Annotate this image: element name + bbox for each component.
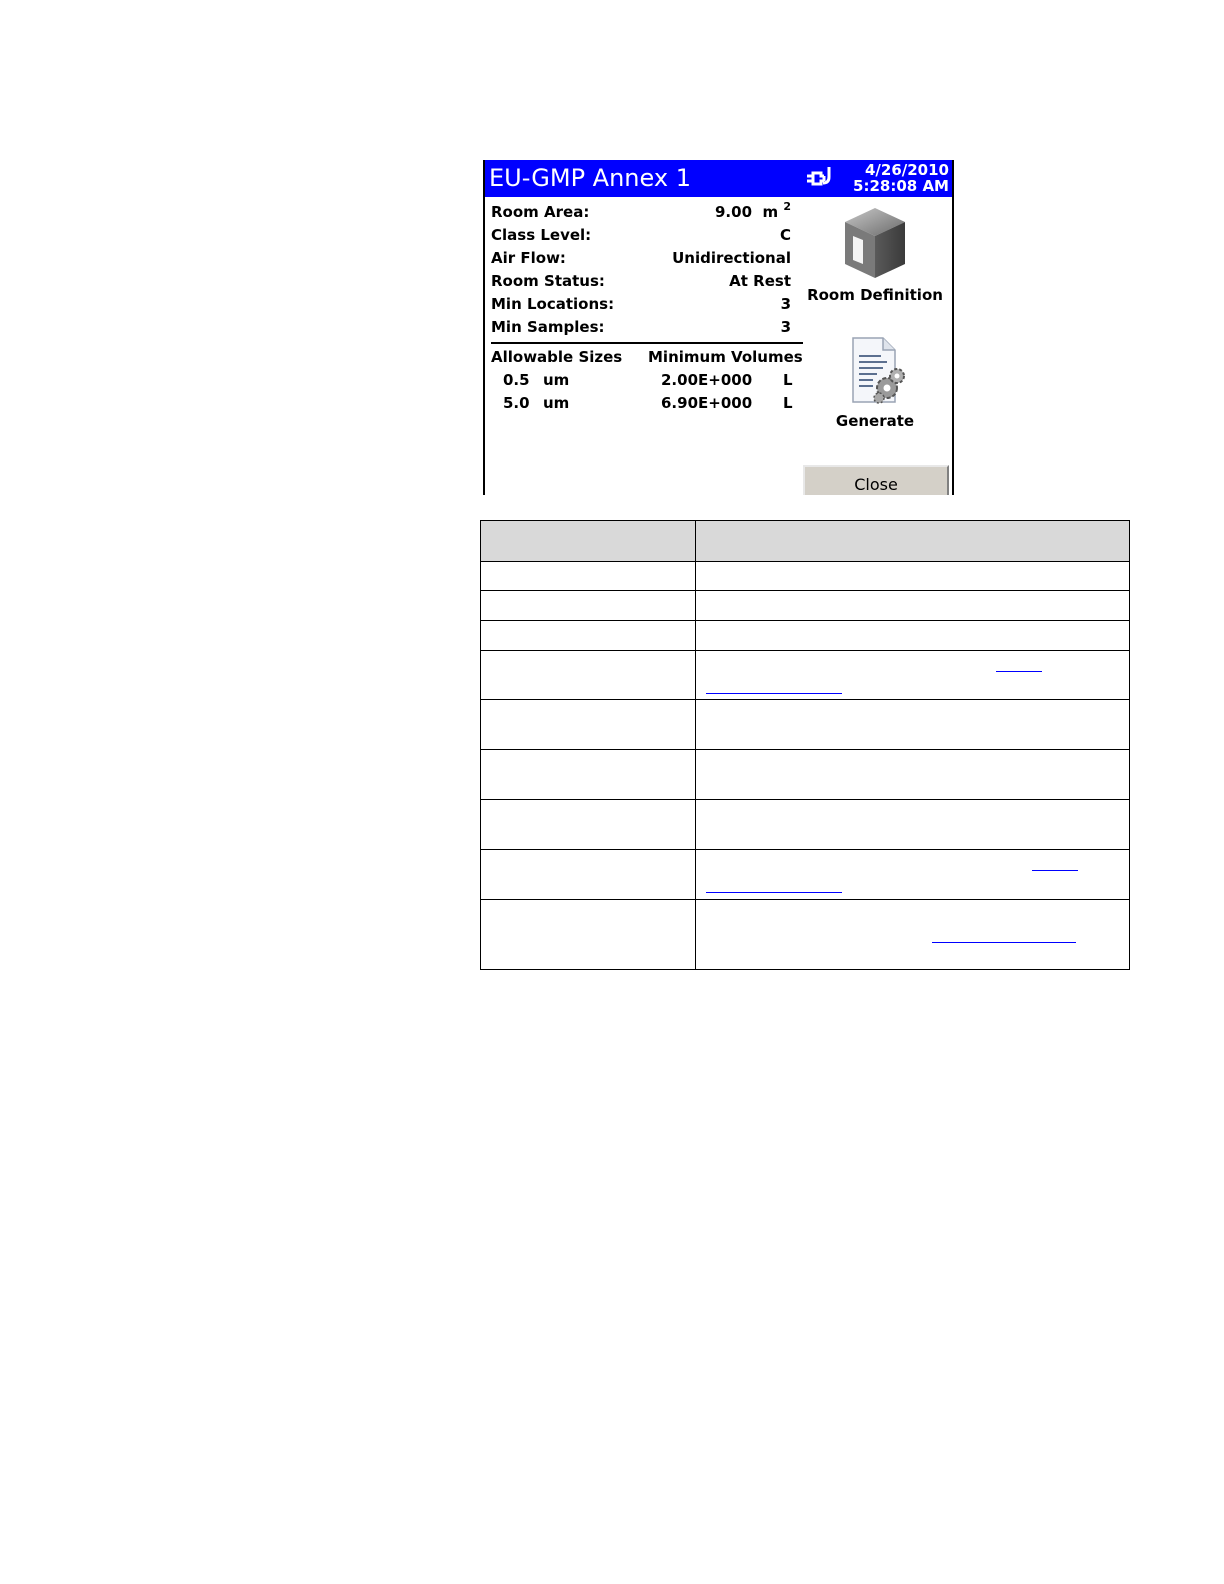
- air-flow-value: Unidirectional: [672, 249, 791, 267]
- room-area-unit: m: [762, 203, 779, 221]
- table-row: [481, 651, 1130, 700]
- title-bar: [485, 160, 952, 197]
- table-cell: [481, 850, 696, 900]
- table-cell: [696, 562, 1130, 591]
- link-underline[interactable]: [996, 671, 1042, 672]
- min-samples-value: 3: [780, 318, 791, 336]
- table-cell: [481, 591, 696, 621]
- air-flow-row: [491, 249, 791, 271]
- table-row: [481, 591, 1130, 621]
- table-cell: [696, 800, 1130, 850]
- room-area-label: Room Area:: [491, 203, 590, 221]
- table-cell: [696, 900, 1130, 970]
- link-underline[interactable]: [1032, 870, 1078, 871]
- table-row: [481, 621, 1130, 651]
- date-text: 4/26/2010: [864, 161, 949, 179]
- table-row: [481, 562, 1130, 591]
- table-cell: [696, 750, 1130, 800]
- min-locations-value: 3: [780, 295, 791, 313]
- divider: [491, 342, 803, 344]
- air-flow-label: Air Flow:: [491, 249, 566, 267]
- table-row: [481, 750, 1130, 800]
- class-level-label: Class Level:: [491, 226, 592, 244]
- specification-table: [480, 520, 1130, 970]
- size-row: [491, 371, 795, 393]
- table-cell: [481, 621, 696, 651]
- cube-icon: [841, 206, 909, 280]
- volume-unit: L: [783, 394, 793, 412]
- size-row: [491, 394, 795, 416]
- table-row: [481, 800, 1130, 850]
- room-definition-label: Room Definition: [807, 286, 943, 304]
- room-area-row: [491, 200, 791, 225]
- table-cell: [481, 562, 696, 591]
- volume-unit: L: [783, 371, 793, 389]
- volume-value: 2.00E+000: [661, 371, 753, 389]
- room-status-row: [491, 272, 791, 294]
- time-text: 5:28:08 AM: [853, 177, 949, 195]
- room-definition-button[interactable]: [805, 206, 945, 304]
- table-cell: [481, 700, 696, 750]
- table-cell: [481, 800, 696, 850]
- document-gear-icon: [843, 336, 907, 406]
- table-cell: [481, 651, 696, 700]
- power-plug-icon: [805, 165, 835, 191]
- minimum-volumes-header: Minimum Volumes: [648, 348, 803, 366]
- link-underline[interactable]: [706, 693, 842, 694]
- min-samples-row: [491, 318, 791, 340]
- table-cell: [481, 900, 696, 970]
- device-screen: [483, 160, 954, 495]
- volume-value: 6.90E+000: [661, 394, 753, 412]
- table-cell: [696, 700, 1130, 750]
- size-unit: um: [543, 371, 570, 389]
- link-underline[interactable]: [706, 892, 842, 893]
- size-value: 0.5: [503, 371, 530, 389]
- generate-button[interactable]: [805, 336, 945, 430]
- min-samples-label: Min Samples:: [491, 318, 605, 336]
- class-level-value: C: [779, 226, 791, 244]
- table-cell: [696, 651, 1130, 700]
- screen-title: EU-GMP Annex 1: [489, 164, 691, 192]
- room-area-value: [715, 200, 791, 221]
- table-header-cell: [481, 521, 696, 562]
- room-status-value: At Rest: [729, 272, 791, 290]
- table-row: [481, 900, 1130, 970]
- table-header-row: [481, 521, 1130, 562]
- allowable-sizes-header: Allowable Sizes: [491, 348, 623, 366]
- size-unit: um: [543, 394, 570, 412]
- size-value: 5.0: [503, 394, 530, 412]
- table-row: [481, 850, 1130, 900]
- link-underline[interactable]: [932, 942, 1076, 943]
- table-cell: [696, 621, 1130, 651]
- room-area-exponent: 2: [783, 200, 791, 213]
- generate-label: Generate: [835, 412, 915, 430]
- close-button[interactable]: Close: [803, 465, 949, 495]
- date-time: [853, 162, 949, 194]
- table-cell: [696, 850, 1130, 900]
- table-row: [481, 700, 1130, 750]
- table-cell: [696, 591, 1130, 621]
- table-cell: [481, 750, 696, 800]
- table-header-cell: [696, 521, 1130, 562]
- class-level-row: [491, 226, 791, 248]
- min-locations-label: Min Locations:: [491, 295, 615, 313]
- min-locations-row: [491, 295, 791, 317]
- room-area-number: 9.00: [715, 203, 753, 221]
- room-status-label: Room Status:: [491, 272, 605, 290]
